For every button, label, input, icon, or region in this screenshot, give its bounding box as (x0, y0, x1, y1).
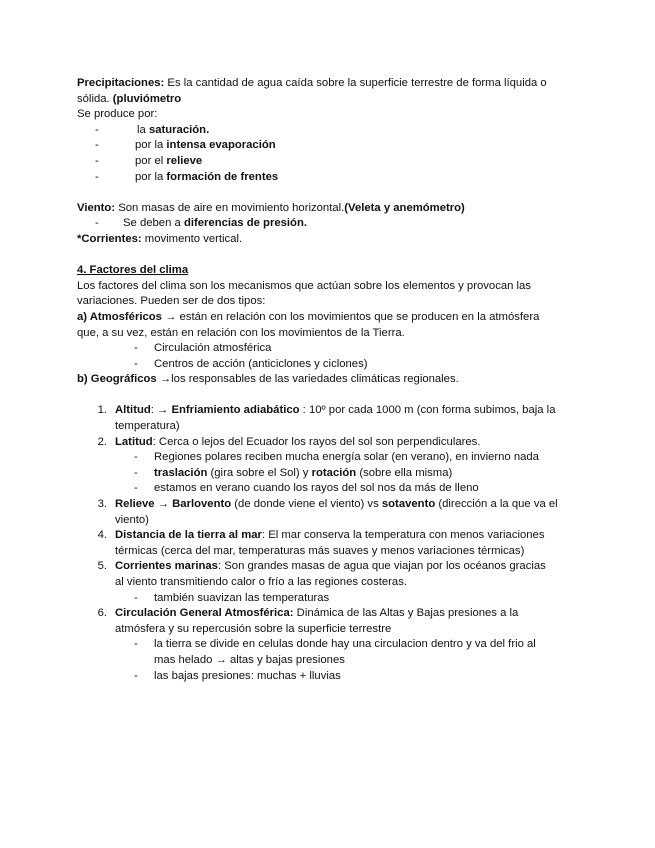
precipitaciones-line-2 (77, 92, 577, 108)
atmosfericos-label: a) Atmosféricos (77, 310, 162, 323)
dash-bullet: - (134, 357, 138, 370)
sub-item-content (154, 467, 452, 479)
factores-intro-2: variaciones. Pueden ser de dos tipos: (77, 295, 266, 308)
item-continuation: atmósfera y su repercusión sobre la superficie terrestre (115, 622, 392, 635)
dash-bullet: - (95, 170, 99, 183)
item-number: 4. (97, 529, 107, 542)
numbered-item (77, 528, 577, 544)
item-text: Regiones polares reciben mucha energía solar (en verano), en invierno nada (154, 451, 539, 464)
item-text: (sobre ella misma) (356, 466, 453, 479)
numbered-item (77, 403, 577, 419)
precipitaciones-label: Precipitaciones: (77, 77, 165, 89)
item-bold: Relieve → Barlovento (115, 498, 232, 511)
dash-bullet: - (95, 123, 99, 136)
sub-list-item (77, 653, 577, 669)
dash-bullet: - (134, 451, 138, 464)
item-number: 6. (97, 607, 107, 620)
item-bold: diferencias de presión. (183, 217, 307, 230)
precipitaciones-text: Es la cantidad de agua caída sobre la superficie terrestre de forma líquida o (164, 77, 547, 89)
spacer (77, 388, 577, 404)
sub-list-item (77, 466, 577, 482)
item-text: la (137, 123, 149, 136)
item-text: por la (135, 139, 167, 152)
item-content (107, 560, 546, 572)
dash-bullet: - (134, 591, 138, 604)
geograficos-line (77, 372, 577, 388)
item-text: : El mar conserva la temperatura con menos variaciones (261, 529, 545, 542)
sub-item-content (154, 670, 341, 682)
list-item (77, 216, 577, 232)
atmosfericos-line (77, 310, 577, 326)
sub-list-item (77, 591, 577, 607)
item-text: también suavizan las temperaturas (154, 591, 330, 604)
corrientes-text: movimento vertical. (141, 232, 243, 245)
item-text: : → (150, 404, 172, 417)
sub-list-item (77, 669, 577, 685)
sub-item-content (154, 451, 539, 463)
item-text: las bajas presiones: muchas + lluvias (154, 669, 341, 682)
dash-bullet: - (134, 482, 138, 495)
geograficos-text: →los responsables de las variedades climáticas regionales. (156, 373, 459, 386)
viento-instrument: (Veleta y anemómetro) (344, 201, 465, 214)
item-bold: rotación (311, 466, 357, 479)
dash-bullet: - (134, 342, 138, 355)
spacer (77, 248, 577, 264)
numbered-item (77, 497, 577, 513)
corrientes-label: *Corrientes: (77, 232, 142, 245)
sub-list-item (77, 450, 577, 466)
list-item (77, 170, 577, 186)
item-continuation: al viento transmitiendo calor o frío a las regiones costeras. (115, 576, 407, 588)
viento-text: Son masas de aire en movimiento horizontal. (115, 201, 345, 214)
dash-bullet: - (95, 139, 99, 152)
item-text: : Son grandes masas de agua que viajan por los océanos gracias (217, 560, 546, 573)
item-bold: Circulación General Atmosférica: (115, 607, 294, 620)
list-item (77, 154, 577, 170)
item-continuation: viento) (115, 513, 149, 526)
item-text: por el (135, 154, 167, 167)
se-produce-line: Se produce por: (77, 108, 158, 121)
corrientes-line (77, 232, 577, 248)
item-bold: Corrientes marinas (115, 560, 218, 573)
item-bold: Latitud (115, 435, 153, 448)
item-text: : 10º por cada 1000 m (con forma subimos, baja la (299, 404, 556, 417)
item-text: mas helado → altas y bajas presiones (154, 653, 345, 666)
numbered-list (77, 403, 577, 684)
dash-bullet: - (95, 154, 99, 167)
dash-bullet: - (134, 638, 138, 651)
item-content (107, 529, 545, 541)
item-continuation: temperatura) (115, 420, 180, 433)
item-bold: sotavento (381, 498, 436, 511)
document-page (77, 76, 577, 684)
factores-heading: 4. Factores del clima (77, 264, 189, 277)
pluviometro-label: (pluviómetro (112, 92, 182, 105)
section-heading (77, 263, 577, 279)
item-text: Circulación atmosférica (154, 342, 272, 355)
item-bold: intensa evaporación (166, 139, 276, 152)
dash-bullet: - (95, 217, 99, 230)
numbered-item (77, 559, 577, 575)
item-bold: relieve (166, 154, 203, 167)
item-bold: Enfriamiento adiabático (171, 404, 300, 417)
item-text: Se deben a (123, 217, 184, 230)
sub-list-item (77, 481, 577, 497)
item-bold: traslación (154, 466, 208, 479)
sub-item-content (154, 592, 329, 604)
item-text: por la (135, 170, 167, 183)
item-text: Dinámica de las Altas y Bajas presiones a la (293, 607, 519, 620)
item-text: (dirección a la que va el (435, 498, 558, 511)
item-bold: saturación. (148, 123, 210, 136)
sub-item-content (154, 638, 536, 650)
viento-line (77, 201, 577, 217)
item-content (107, 436, 480, 448)
item-text: (de donde viene el viento) vs (231, 498, 382, 511)
spacer (77, 185, 577, 201)
item-bold: formación de frentes (166, 170, 279, 183)
item-number: 2. (97, 435, 107, 448)
item-text: la tierra se divide en celulas donde hay una circulacion dentro y va del frio al (154, 638, 536, 651)
precipitaciones-line (77, 76, 577, 92)
item-number: 5. (97, 560, 107, 573)
item-bold: Altitud (115, 404, 151, 417)
item-number: 1. (97, 404, 107, 417)
dash-bullet: - (134, 466, 138, 479)
item-continuation: térmicas (cerca del mar, temperaturas más suaves y menos variaciones térmicas) (115, 544, 525, 557)
viento-label: Viento: (77, 201, 116, 214)
list-item (77, 341, 577, 357)
item-text: Centros de acción (anticiclones y ciclones) (154, 357, 368, 370)
item-content (107, 404, 555, 416)
geograficos-label: b) Geográficos (77, 373, 157, 386)
item-bold: Distancia de la tierra al mar (115, 529, 262, 542)
dash-bullet: - (134, 669, 138, 682)
list-item (77, 138, 577, 154)
item-text: : Cerca o lejos del Ecuador los rayos del sol son perpendiculares. (152, 435, 481, 448)
item-text: (gira sobre el Sol) y (207, 466, 312, 479)
precipitaciones-text-2: sólida. (77, 92, 113, 105)
atmosfericos-text: → están en relación con los movimientos que se producen en la atmósfera (161, 310, 540, 323)
sub-list-item (77, 637, 577, 653)
item-text: estamos en verano cuando los rayos del sol nos da más de lleno (154, 482, 479, 495)
item-content (107, 498, 558, 510)
numbered-item (77, 606, 577, 622)
numbered-item (77, 435, 577, 451)
item-number: 3. (97, 498, 107, 511)
factores-intro-1: Los factores del clima son los mecanismos que actúan sobre los elementos y provocan las (77, 279, 531, 292)
list-item (77, 123, 577, 139)
atmosfericos-line-2: que, a su vez, están en relación con los movimientos de la Tierra. (77, 326, 405, 339)
sub-item-content (154, 482, 479, 494)
list-item (77, 357, 577, 373)
item-content (107, 607, 518, 619)
sub-item-content (154, 654, 345, 666)
